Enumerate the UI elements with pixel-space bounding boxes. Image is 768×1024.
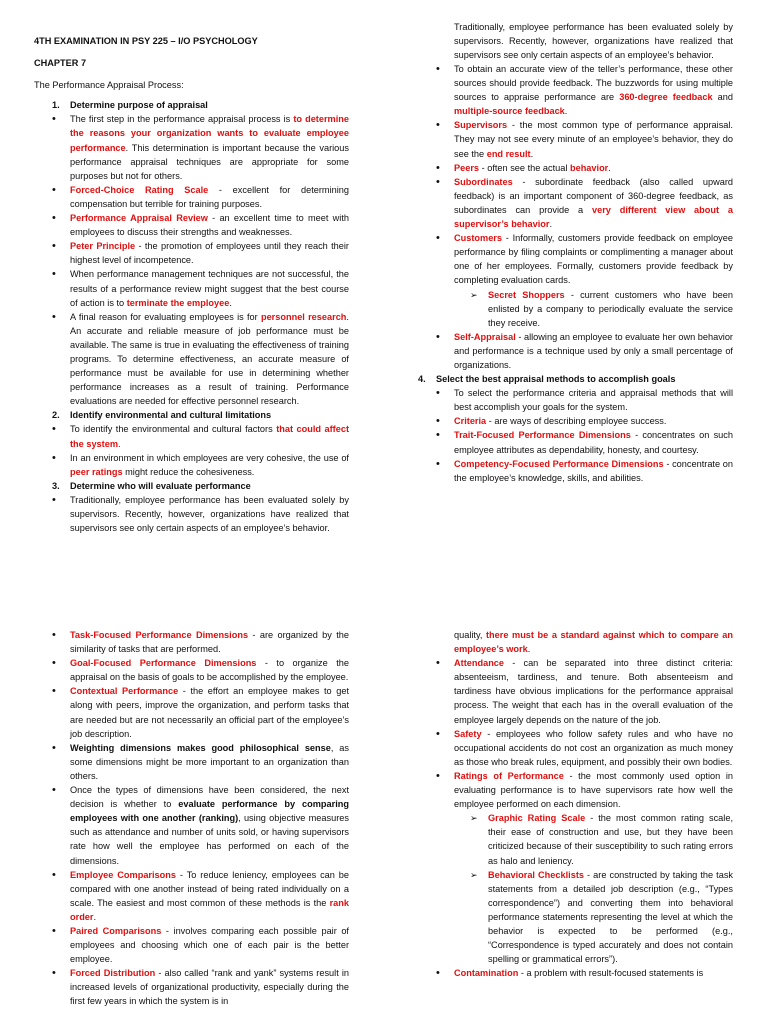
process-steps: [34, 98, 349, 112]
text: To select the performance criteria and appraisal methods that will best accomplish your goals for the system.: [454, 388, 733, 413]
text: , as some dimensions might be more important to an organization than others.: [70, 742, 349, 781]
term: Criteria: [454, 416, 487, 427]
sub-list-item: [418, 288, 733, 330]
highlight: rank order: [70, 897, 349, 922]
list-item: [418, 175, 733, 231]
list-item: [34, 310, 349, 409]
step-title: Determine who will evaluate performance: [70, 480, 251, 491]
term: Goal-Focused Performance Dimensions: [70, 658, 257, 669]
list-item: [34, 267, 349, 309]
term: Competency-Focused Performance Dimensions: [454, 458, 664, 469]
emphasis: evaluate performance by comparing employees with one another (ranking): [70, 799, 349, 824]
list-item: [418, 330, 733, 372]
step-3-bullets-cont: [418, 62, 733, 288]
list-item: [418, 457, 733, 485]
list-item: [418, 62, 733, 118]
sub-list-item: [418, 811, 733, 867]
text: . An accurate and reliable measure of job performance must be available. The same is true in evaluating the effectiveness of training programs. To determine effectiveness, an accurate measure of performance must be available for use in determining whether performance increases as a result of training. Performance evaluations are needed for effective personnel research.: [70, 311, 349, 407]
step-3-bullets-end: [418, 330, 733, 372]
text: - the effort an employee makes to get along with peers, improve the organization, and perform tasks that are needed but are not necessarily an official part of the employee’s job description.: [70, 686, 350, 739]
list-item: [34, 422, 349, 450]
text: - are ways of describing employee success.: [486, 416, 667, 427]
step-2-bullets: [34, 422, 349, 478]
text: - can be separated into three distinct criteria: absenteeism, tardiness, and tenure. Both absenteeism and tardiness have obvious implications for the performance appraisal process. The weight that each has in the overall evaluation of the employee largely depends on the nature of the job.: [454, 658, 733, 725]
text: - also called “rank and yank” systems result in increased levels of organizational productivity, especially during the first few years in which the system is in: [70, 968, 349, 1007]
text: Once the types of dimensions have been considered, the next decision is whether to: [70, 785, 349, 810]
criteria-bullets-end: [418, 966, 733, 980]
step-number: 4.: [418, 374, 426, 385]
text: - the most common rating scale, their ease of construction and use, but they have been criticized because of their susceptibility to such rating errors as halo and leniency.: [488, 813, 733, 866]
term: Attendance: [454, 658, 505, 669]
rating-sub-bullets: [418, 811, 733, 966]
term: Self-Appraisal: [454, 331, 516, 342]
text: - a problem with result-focused statements is: [518, 968, 704, 979]
step-3-bullets: [34, 493, 349, 534]
term: Contextual Performance: [70, 686, 179, 697]
text: A final reason for evaluating employees is for: [70, 311, 261, 322]
step-4: [400, 372, 733, 386]
list-item: [418, 428, 733, 456]
term: Customers: [454, 233, 502, 244]
text: might reduce the cohesiveness.: [122, 466, 255, 477]
highlight: peer ratings: [70, 466, 123, 477]
highlight: that could affect the system: [70, 424, 349, 449]
text: - excellent for determining compensation but terrible for training purposes.: [70, 184, 349, 209]
step-1: [34, 98, 349, 112]
step-number: 1.: [52, 100, 60, 111]
step-title: Identify environmental and cultural limitations: [70, 410, 272, 421]
term: Supervisors: [454, 120, 508, 131]
exam-title: 4TH EXAMINATION IN PSY 225 – I/O PSYCHOLOGY: [34, 36, 258, 46]
term: Peers: [454, 162, 480, 173]
list-item: [34, 684, 349, 740]
sub-list-item: [418, 868, 733, 967]
step-title: Determine purpose of appraisal: [70, 100, 208, 111]
highlight: behavior: [569, 162, 609, 173]
list-item: [34, 239, 349, 267]
list-item: [34, 451, 349, 479]
step-3: [34, 479, 349, 493]
term: Peter Principle: [70, 241, 136, 252]
list-item: [34, 112, 349, 182]
text: .: [527, 644, 531, 655]
list-item: [418, 414, 733, 428]
text: - often see the actual: [479, 162, 570, 173]
emphasis: Weighting dimensions makes good philosophical sense: [70, 742, 331, 753]
term: Behavioral Checklists: [488, 869, 584, 880]
term: Contamination: [454, 968, 519, 979]
text: . This determination is important because the various performance appraisal techniques are appropriate for some purposes but not for others.: [70, 142, 349, 181]
text: - to organize the appraisal on the basis of goals to be accomplished by the employee.: [70, 658, 349, 683]
list-item: [418, 966, 733, 980]
criteria-bullets: [418, 656, 733, 811]
process-steps: [400, 372, 733, 386]
chapter-heading: CHAPTER 7: [34, 58, 87, 69]
process-title: The Performance Appraisal Process:: [34, 80, 184, 91]
list-item: [34, 628, 349, 656]
term: Ratings of Performance: [454, 770, 564, 781]
list-item: [418, 386, 733, 414]
text: - are constructed by taking the task statements from a detailed job description (e.g., “Types correspondence”) and converting them into behavioral performance statements representing the level at which the behavior is expected to be performed (e.g., “Correspondence is typed accurately and does not contain spelling or grammatical errors”).: [488, 869, 734, 965]
text: - the most common type of performance appraisal. They may not see every minute of an employee’s behavior, they do see the: [454, 120, 733, 159]
text: Traditionally, employee performance has been evaluated solely by supervisors. Recently, however, organizations have realized that supervisors see only certain aspects of an employee’s behavior.: [70, 494, 349, 534]
text: , using objective measures such as attendance and number of units sold, or having supervisors rate how well the employee has performed on each of the dimensions.: [70, 813, 349, 866]
text: - allowing an employee to evaluate her own behavior and performance is a technique used by only a small percentage of organizations.: [454, 331, 733, 370]
text: To obtain an accurate view of the teller’s performance, these other sources should provide feedback. The buzzwords for using multiple sources to appraise performance are: [454, 64, 733, 103]
text: - current customers who have been enlisted by a company to periodically evaluate the service they receive.: [488, 289, 734, 328]
text: In an environment in which employees are very cohesive, the use of: [70, 452, 349, 463]
term: Trait-Focused Performance Dimensions: [454, 430, 631, 441]
text: - To reduce leniency, employees can be compared with one another instead of being rated individually on a scale. The easiest and most common of these methods is the: [70, 869, 349, 908]
step-number: 3.: [52, 480, 60, 491]
text: To identify the environmental and cultural factors: [70, 424, 277, 435]
step-4-bullets: [418, 386, 733, 485]
text: - the most commonly used option in evaluating performance is to have supervisors rate how well the employee performed on each dimension.: [454, 770, 733, 810]
page-2: [0, 620, 768, 1024]
process-steps: [34, 408, 349, 422]
text: and: [712, 92, 733, 103]
continued-text: [418, 628, 733, 656]
list-item: [34, 868, 349, 924]
highlight: end result: [486, 148, 531, 159]
step-number: 2.: [52, 410, 60, 421]
text: - concentrates on such employee attributes as dependability, honesty, and courtesy.: [454, 430, 733, 455]
text: - an excellent time to meet with employees to discuss their strengths and weaknesses.: [70, 213, 349, 238]
page1-right-column: [418, 21, 734, 485]
text: The first step in the performance appraisal process is: [70, 114, 294, 125]
list-item: [34, 183, 349, 211]
list-item: [34, 211, 349, 239]
term: Graphic Rating Scale: [488, 813, 586, 824]
text: - concentrate on the employee’s knowledge, skills, and abilities.: [454, 458, 734, 483]
process-steps: [34, 479, 349, 493]
text: - subordinate feedback (also called upward feedback) is an important component of 360-degree feedback, as subordinates can provide a: [454, 176, 733, 215]
text: .: [229, 297, 232, 308]
text: Traditionally, employee performance has been evaluated solely by supervisors. Recently, however, organizations have realized that supervisors see only certain aspects of an employee’s behavior.: [454, 21, 733, 60]
term: 360-degree feedback: [619, 92, 713, 103]
highlight: terminate the employee: [126, 297, 230, 308]
list-item: [418, 727, 733, 769]
highlight: very different view about a supervisor’s behavior: [454, 204, 733, 230]
term: Employee Comparisons: [70, 869, 177, 880]
list-item: [418, 161, 733, 175]
highlight: to determine the reasons your organization wants to evaluate employee performance: [70, 114, 349, 153]
list-item: [418, 231, 733, 287]
page2-right-column: [418, 628, 733, 980]
list-item: [418, 656, 733, 726]
term: Task-Focused Performance Dimensions: [70, 630, 249, 640]
continued-text: [418, 21, 733, 62]
text: .: [608, 162, 611, 173]
text: - involves comparing each possible pair of employees and choosing which one of each pair is the better employee.: [70, 925, 349, 965]
text: .: [530, 148, 534, 159]
list-item: [34, 783, 349, 868]
term: multiple-source feedback: [454, 106, 565, 117]
step-1-bullets: [34, 112, 349, 408]
term: Forced-Choice Rating Scale: [70, 184, 209, 195]
text: - are organized by the similarity of tasks that are performed.: [70, 630, 349, 655]
term: Forced Distribution: [70, 968, 156, 979]
list-item: [34, 741, 349, 783]
list-item: [34, 966, 349, 1008]
text: - Informally, customers provide feedback on employee performance by filing complaints or complimenting a manager about one of her employees. Formally, customers provide feedback by completing evaluation cards.: [454, 233, 733, 286]
step-2: [34, 408, 349, 422]
term: Secret Shoppers: [488, 289, 565, 300]
highlight: there must be a standard against which to compare an employee’s work: [454, 630, 733, 655]
list-item: [34, 924, 349, 966]
term: Paired Comparisons: [70, 925, 162, 936]
highlight: personnel research: [260, 311, 347, 322]
text: - employees who follow safety rules and who have no occupational accidents do not cost an organization as much money as those who break rules, equipment, and possibly their own bodies.: [454, 728, 733, 767]
page1-left-column: [34, 34, 349, 534]
term: Subordinates: [454, 176, 513, 187]
list-item: [34, 656, 349, 684]
sub-bullets: [418, 288, 733, 330]
text: quality,: [454, 630, 486, 640]
text: .: [549, 219, 553, 230]
list-item: [418, 769, 733, 811]
list-item: [418, 118, 733, 160]
text: .: [118, 438, 121, 449]
term: Performance Appraisal Review: [70, 213, 208, 224]
text: - the promotion of employees until they reach their highest level of incompetence.: [70, 241, 349, 266]
page2-left-column: [34, 628, 349, 1009]
step-title: Select the best appraisal methods to accomplish goals: [436, 374, 676, 385]
text: .: [93, 911, 97, 922]
dimension-bullets: [34, 628, 349, 1009]
text: When performance management techniques are not successful, the results of a performance review might suggest that the best course of action is to: [70, 269, 349, 308]
list-item: [34, 493, 349, 534]
text: .: [564, 106, 568, 117]
term: Safety: [454, 728, 482, 739]
